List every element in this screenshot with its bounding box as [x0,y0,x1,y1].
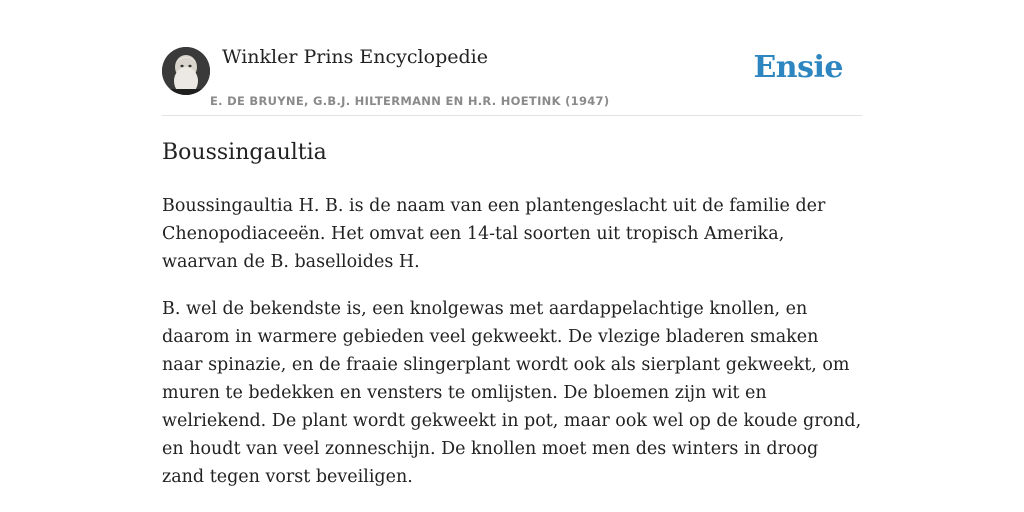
article-paragraph: Boussingaultia H. B. is de naam van een plantengeslacht uit de familie der Chenopodiaceeën. Het omvat een 14-tal soorten uit tropisch Amerika, waarvan de B. baselloides H. [162,196,826,272]
author-portrait-icon [162,47,210,95]
author-avatar[interactable] [162,47,210,95]
article-paragraph: B. wel de bekendste is, een knolgewas met aardappelachtige knollen, en daarom in warmere gebieden veel gekweekt. De vlezige bladeren smaken naar spinazie, en de fraaie slingerplant wordt ook als sierplant gekweekt, om muren te bedekken en vensters te omlijsten. De bloemen zijn wit en welriekend. De plant wordt gekweekt in pot, maar ook wel op de koude grond, en houdt van veel zonneschijn. De knollen moet men des winters in droog zand tegen vorst beveiligen. [162,299,862,487]
article-title: Boussingaultia [162,140,327,165]
ensie-logo[interactable]: Ensie [753,50,843,85]
page-header [162,0,862,116]
authors-line: E. DE BRUYNE, G.B.J. HILTERMANN EN H.R. HOETINK (1947) [210,94,610,108]
site-title[interactable]: Winkler Prins Encyclopedie [222,46,488,68]
page-container [162,0,862,487]
